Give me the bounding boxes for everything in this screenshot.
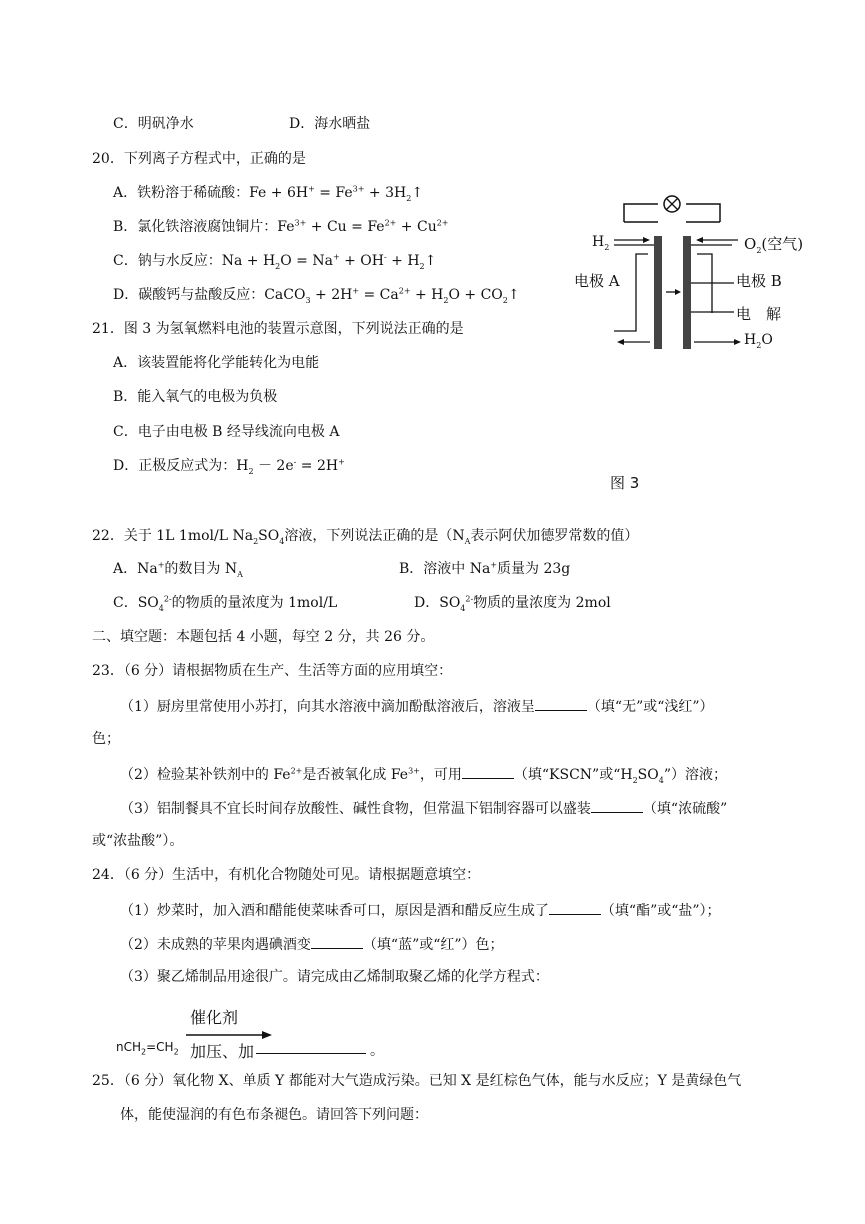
condition-label: 加压、加 (190, 1042, 255, 1061)
q24-stem: 24．（6 分）生活中，有机化合物随处可见。请根据题意填空： (92, 867, 481, 883)
catalyst-label: 催化剂 (190, 1008, 239, 1027)
q24-part1: （1）炒菜时，加入酒和醋能使菜味香可口，原因是酒和醋反应生成了 （填“酯”或“盐”）； (120, 900, 721, 920)
q22-option-c: C．$SO_4^{2-}$的物质的量浓度为 1mol/L (113, 594, 338, 613)
section-2-heading: 二、填空题：本题包括 4 小题，每空 2 分，共 26 分。 (92, 629, 435, 645)
q20-option-d: D．碳酸钙与盐酸反应：CaCO$_3$ + $2H^+ = Ca^{2+} + H_2O$ + $CO_2↑$ (113, 286, 520, 305)
q19-option-c: C．明矾净水 (113, 116, 194, 132)
q23-stem: 23．（6 分）请根据物质在生产、生活等方面的应用填空： (92, 663, 453, 679)
label-h2: $H_2$ (592, 234, 610, 252)
q21-option-a: A．该装置能将化学能转化为电能 (113, 355, 320, 371)
q22-option-b: B．溶液中 Na+质量为 23g (399, 560, 571, 577)
electrode-b-plate (683, 236, 691, 349)
label-o2: $O_2$(空气) (744, 235, 804, 255)
equation-end: 。 (370, 1043, 384, 1059)
q23-part1-cont: 色； (92, 731, 120, 747)
answer-blank[interactable] (311, 934, 363, 949)
q23-part2: （2）检验某补铁剂中的 $Fe^{2+}$是否被氧化成 $Fe^{3+}$，可用 （填“KSCN”或“$H_2SO_4$”）溶液； (120, 764, 727, 784)
q23-part3: （3）铝制餐具不宜长时间存放酸性、碱性食物，但常温下铝制容器可以盛装 （填“浓硫酸” (120, 798, 727, 818)
q20-stem: 20．下列离子方程式中，正确的是 (92, 151, 306, 167)
q24-part3: （3）聚乙烯制品用途很广。请完成由乙烯制取聚乙烯的化学方程式： (120, 969, 549, 985)
reactant-ethylene: $nCH_2=CH_2$ (116, 1040, 179, 1057)
q20-option-a: A．铁粉溶于稀硫酸：$Fe + 6H^+ = Fe^{3+}$ + $3H_2↑$ (113, 184, 424, 203)
label-h2o: $H_2O$ (744, 332, 773, 350)
q23-part3-cont: 或“浓盐酸”）。 (92, 833, 184, 849)
answer-blank[interactable] (591, 798, 643, 813)
product-answer-blank[interactable] (256, 1053, 366, 1054)
q22-option-a: A．Na+的数目为 $N_A$ (113, 560, 243, 579)
q20-option-c: C．钠与水反应：$Na + H_2O = Na^+ + OH^-$ + $H_2↑$ (113, 252, 437, 271)
q24-part2: （2）未成熟的苹果肉遇碘酒变 （填“蓝”或“红”）色； (120, 934, 504, 954)
fuel-cell-diagram (570, 188, 840, 358)
q21-option-d: D．正极反应式为：$H_2 - 2e^- = 2H^+$ (113, 457, 345, 476)
q25-stem-line1: 25．（6 分）氧化物 X、单质 Y 都能对大气造成污染。已知 X 是红棕色气体，能与水反应；Y 是黄绿色气 (92, 1073, 742, 1089)
q25-stem-line2: 体，能使湿润的有色布条褪色。请回答下列问题： (120, 1107, 428, 1123)
label-electrode-b: 电极 B (736, 272, 782, 290)
answer-blank[interactable] (549, 900, 601, 915)
q21-stem: 21．图 3 为氢氧燃料电池的装置示意图，下列说法正确的是 (92, 321, 464, 337)
q19-option-d: D．海水晒盐 (289, 116, 371, 132)
q21-option-b: B．能入氧气的电极为负极 (113, 389, 278, 405)
q22-stem: 22．关于 1L 1mol/L $Na_2SO_4$溶液，下列说法正确的是（$N_A$表示阿伏加德罗常数的值） (92, 528, 639, 546)
label-electrode-a: 电极 A (574, 272, 620, 290)
q20-option-b: B．氯化铁溶液腐蚀铜片：$Fe^{3+} + Cu = Fe^{2+} + Cu^{2+}$ (113, 218, 449, 235)
figure-caption: 图 3 (610, 474, 640, 492)
q21-option-c: C．电子由电极 B 经导线流向电极 A (113, 424, 340, 440)
answer-blank[interactable] (535, 696, 587, 711)
answer-blank[interactable] (462, 764, 514, 779)
electrode-a-plate (654, 236, 662, 349)
q23-part1: （1）厨房里常使用小苏打，向其水溶液中滴加酚酞溶液后，溶液呈 （填“无”或“浅红”） (120, 696, 714, 716)
q22-option-d: D．$SO_4^{2-}$物质的量浓度为 2mol (414, 594, 611, 613)
label-electrolyte: 电 解 (736, 305, 782, 323)
